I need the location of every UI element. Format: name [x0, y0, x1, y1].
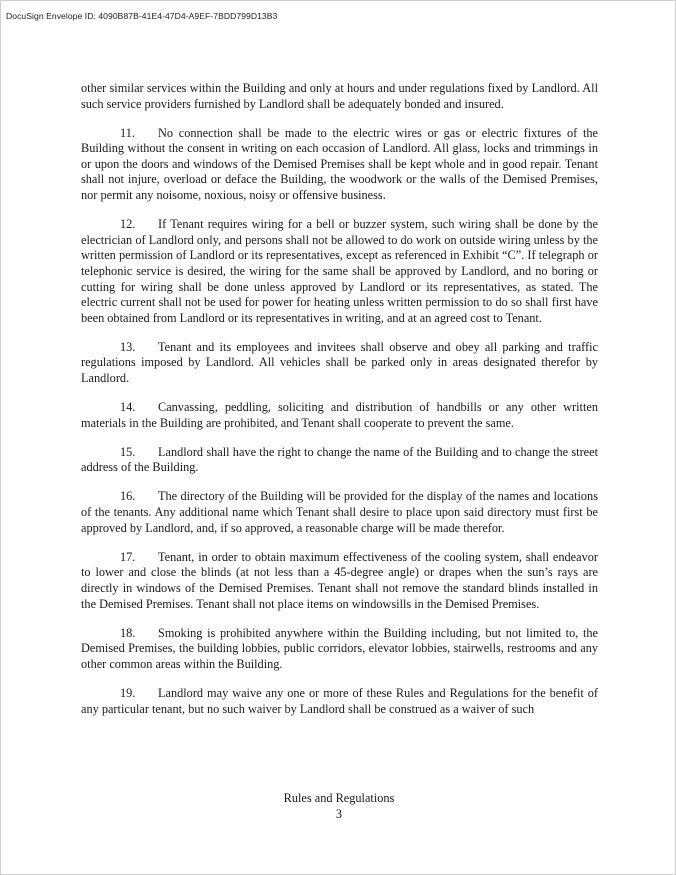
- paragraph-text: If Tenant requires wiring for a bell or buzzer system, such wiring shall be done by the electrician of Landlord only, and persons shall not be allowed to do work on outside wiring unless by the written permission of Landlord or its representatives, except as referenced in Exhibit “C”. If telegraph or telephonic service is desired, the wiring for the same shall be approved by Landlord, and no boring or cutting for wiring shall be done unless approved by Landlord or its representatives, as stated. The electric current shall not be used for power for heating unless written permission to do so shall first have been obtained from Landlord or its representatives in writing, and at an agreed cost to Tenant.: [81, 217, 598, 325]
- document-body: [81, 81, 598, 731]
- paragraph-number: 17.: [120, 549, 136, 564]
- paragraph-11: [81, 126, 598, 204]
- paragraph-number: 19.: [120, 685, 136, 700]
- paragraph-19: [81, 686, 598, 717]
- page-number: 3: [335, 806, 343, 821]
- paragraph-text: Smoking is prohibited anywhere within the Building including, but not limited to, the Demised Premises, the building lobbies, public corridors, elevator lobbies, stairwells, restrooms and any other common areas within the Building.: [81, 625, 598, 671]
- envelope-id: DocuSign Envelope ID: 4090B87B-41E4-47D4-A9EF-7BDD799D13B3: [6, 11, 278, 21]
- paragraph-number: 15.: [120, 444, 136, 459]
- paragraph-number: 16.: [120, 489, 136, 504]
- footer-title: Rules and Regulations: [283, 791, 395, 805]
- paragraph-13: [81, 340, 598, 387]
- paragraph-text: Canvassing, peddling, soliciting and distribution of handbills or any other written materials in the Building are prohibited, and Tenant shall cooperate to prevent the same.: [81, 400, 598, 430]
- paragraph-18: [81, 626, 598, 673]
- paragraph-number: 14.: [120, 400, 136, 415]
- paragraph-15: [81, 445, 598, 476]
- paragraph-text: Landlord shall have the right to change the name of the Building and to change the street address of the Building.: [81, 444, 598, 475]
- intro-paragraph: other similar services within the Building and only at hours and under regulations fixed by Landlord. All such service providers furnished by Landlord shall be adequately bonded and insured.: [81, 81, 598, 111]
- paragraph-12: [81, 217, 598, 326]
- paragraph-number: 12.: [120, 217, 136, 232]
- paragraph-16: [81, 489, 598, 536]
- paragraph-number: 13.: [120, 339, 136, 354]
- paragraph-text: The directory of the Building will be provided for the display of the names and locations of the tenants. Any additional name which Tenant shall desire to place upon said directory must first be approved by Landlord, and, if so approved, a reasonable charge will be made therefor.: [81, 489, 598, 535]
- paragraph-number: 18.: [120, 625, 136, 640]
- paragraph-14: [81, 400, 598, 431]
- page-footer: [1, 791, 676, 822]
- paragraph-17: [81, 550, 598, 612]
- paragraph-text: Tenant, in order to obtain maximum effectiveness of the cooling system, shall endeavor to lower and close the blinds (at not less than a 45-degree angle) or drapes when the sun’s rays are directly in windows of the Demised Premises. Tenant shall not remove the standard blinds installed in the Demised Premises. Tenant shall not place items on windowsills in the Demised Premises.: [81, 549, 598, 611]
- paragraph-text: No connection shall be made to the electric wires or gas or electric fixtures of the Building without the consent in writing on each occasion of Landlord. All glass, locks and trimmings in or upon the doors and windows of the Demised Premises shall be kept whole and in good repair. Tenant shall not injure, overload or deface the Building, the woodwork or the walls of the Demised Premises, nor permit any noisome, noxious, noisy or offensive business.: [81, 125, 598, 203]
- paragraph-text: Tenant and its employees and invitees shall observe and obey all parking and traffic regulations imposed by Landlord. All vehicles shall be parked only in areas designated therefor by Landlord.: [81, 339, 598, 385]
- paragraph-number: 11.: [120, 125, 135, 140]
- paragraph-text: Landlord may waive any one or more of these Rules and Regulations for the benefit of any particular tenant, but no such waiver by Landlord shall be construed as a waiver of such: [81, 685, 598, 716]
